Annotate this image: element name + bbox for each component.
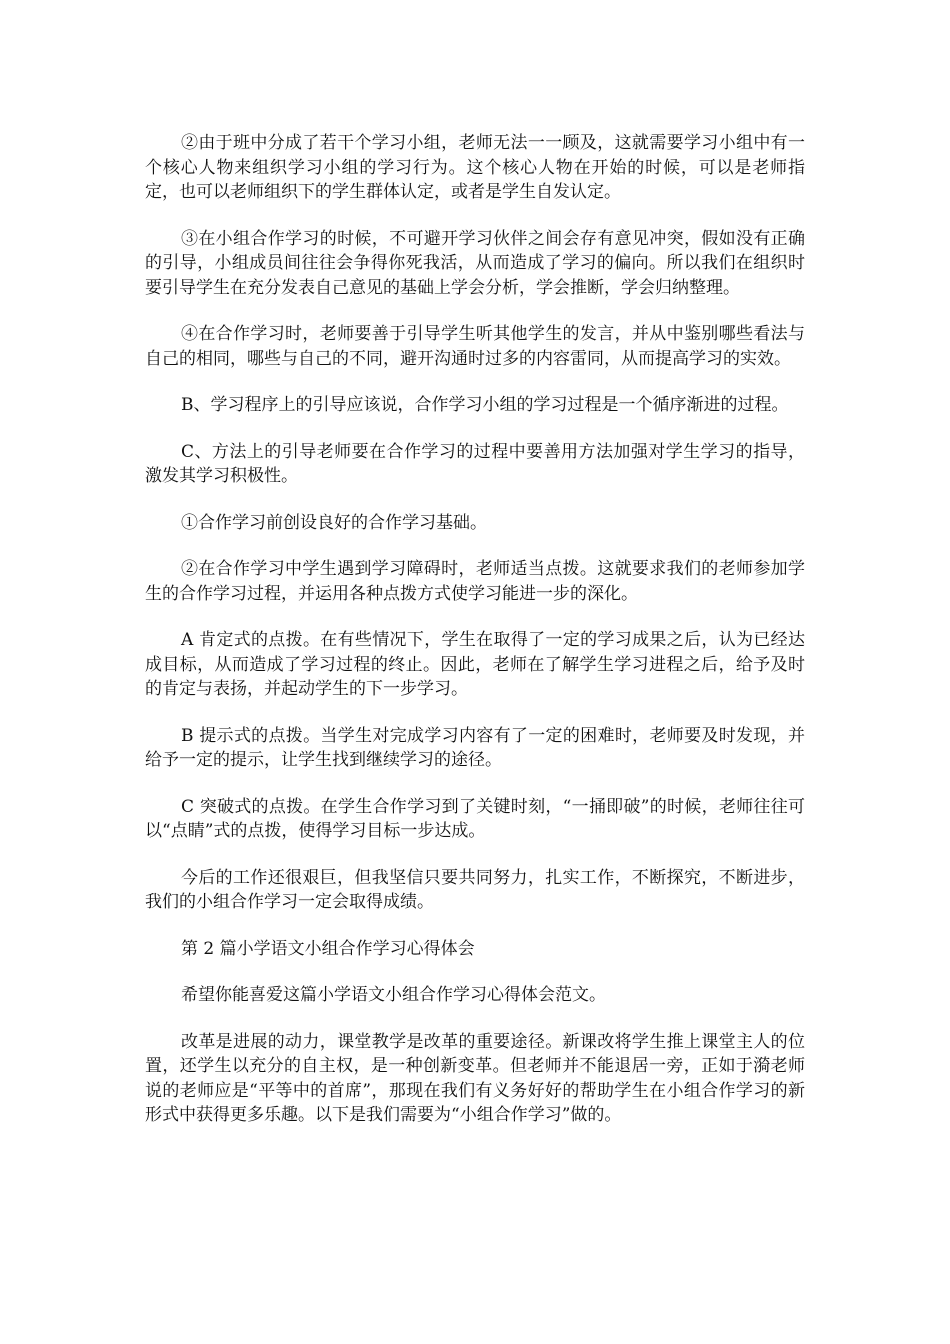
paragraph-method-guidance: C、方法上的引导老师要在合作学习的过程中要善用方法加强对学生学习的指导，激发其学习积极性。: [145, 441, 805, 486]
paragraph-breakthrough-hint: C 突破式的点拨。在学生合作学习到了关键时刻，“一捅即破”的时候，老师往往可以“点睛”式的点拨，使得学习目标一步达成。: [145, 796, 805, 841]
paragraph-conclusion: 今后的工作还很艰巨，但我坚信只要共同努力，扎实工作，不断探究，不断进步，我们的小组合作学习一定会取得成绩。: [145, 867, 805, 912]
section-heading-part-2: 第 2 篇小学语文小组合作学习心得体会: [181, 938, 475, 959]
paragraph-affirmative-hint: A 肯定式的点拨。在有些情况下，学生在取得了一定的学习成果之后，认为已经达成目标，从而造成了学习过程的终止。因此，老师在了解学生学习进程之后，给予及时的肯定与表扬，并起动学生的下一步学习。: [145, 630, 805, 699]
paragraph-foundation: ①合作学习前创设良好的合作学习基础。: [181, 512, 487, 533]
paragraph-group-leader: ②由于班中分成了若干个学习小组，老师无法一一顾及，这就需要学习小组中有一个核心人物来组织学习小组的学习行为。这个核心人物在开始的时候，可以是老师指定，也可以老师组织下的学生群体认定，或者是学生自发认定。: [145, 133, 805, 202]
paragraph-timely-hint: ②在合作学习中学生遇到学习障碍时，老师适当点拨。这就要求我们的老师参加学生的合作学习过程，并运用各种点拨方式使学习能进一步的深化。: [145, 559, 805, 604]
paragraph-reform: 改革是进展的动力，课堂教学是改革的重要途径。新课改将学生推上课堂主人的位置，还学生以充分的自主权，是一种创新变革。但老师并不能退居一旁，正如于漪老师说的老师应是“平等中的首席”，那现在我们有义务好好的帮助学生在小组合作学习的新形式中获得更多乐趣。以下是我们需要为“小组合作学习”做的。: [145, 1031, 805, 1125]
document-page: [145, 131, 805, 1150]
paragraph-intro: 希望你能喜爱这篇小学语文小组合作学习心得体会范文。: [181, 985, 606, 1005]
paragraph-procedure-guidance: B、学习程序上的引导应该说，合作学习小组的学习过程是一个循序渐进的过程。: [181, 395, 789, 415]
paragraph-prompting-hint: B 提示式的点拨。当学生对完成学习内容有了一定的困难时，老师要及时发现，并给予一定的提示，让学生找到继续学习的途径。: [145, 725, 805, 770]
paragraph-conflict-guidance: ③在小组合作学习的时候，不可避开学习伙伴之间会存有意见冲突，假如没有正确的引导，小组成员间往往会争得你死我活，从而造成了学习的偏向。所以我们在组织时要引导学生在充分发表自己意见的基础上学会分析，学会推断，学会归纳整理。: [145, 228, 805, 298]
paragraph-listening-guidance: ④在合作学习时，老师要善于引导学生听其他学生的发言，并从中鉴别哪些看法与自己的相同，哪些与自己的不同，避开沟通时过多的内容雷同，从而提高学习的实效。: [145, 324, 805, 369]
